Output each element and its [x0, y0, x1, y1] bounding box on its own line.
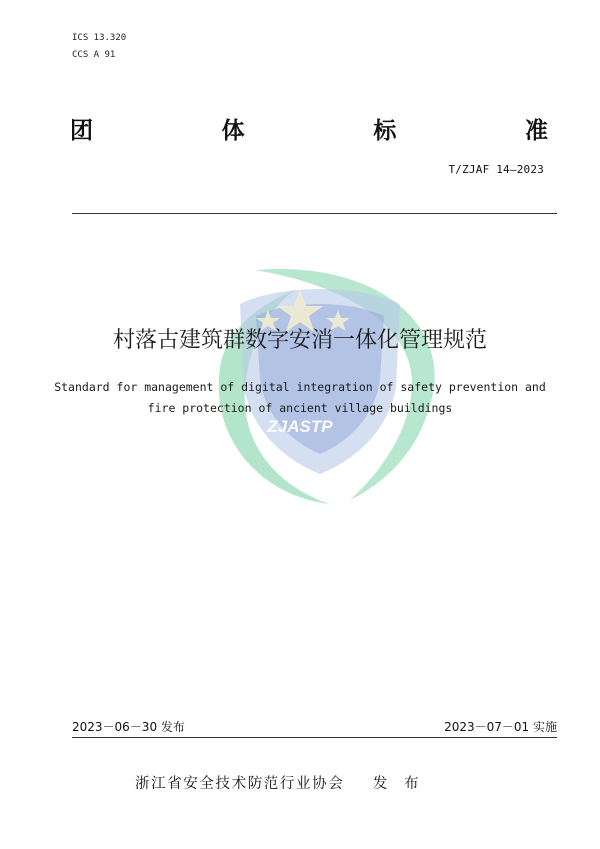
doc-type-char-3: 标 [373, 118, 397, 144]
standard-title-english [0, 377, 600, 419]
publisher-name: 浙江省安全技术防范行业协会 [135, 776, 345, 792]
classification-codes [72, 30, 126, 64]
publish-label: 发 布 [372, 776, 425, 792]
ccs-code: CCS A 91 [72, 50, 116, 60]
standard-number: T/ZJAF 14—2023 [448, 163, 544, 176]
ics-code: ICS 13.320 [72, 33, 127, 43]
release-date: 2023－06－30 发布 [72, 720, 185, 734]
publisher-line [135, 772, 425, 793]
implementation-date: 2023－07－01 实施 [444, 720, 557, 734]
doc-type-char-1: 团 [70, 118, 93, 144]
doc-type-char-2: 体 [221, 118, 245, 144]
logo-text: ZJASTP [267, 417, 333, 436]
standard-title-chinese: 村落古建筑群数字安消一体化管理规范 [112, 328, 487, 353]
document-type-heading [70, 116, 548, 146]
bottom-divider [72, 737, 557, 738]
english-title-line-1: Standard for management of digital integration of safety prevention and [54, 380, 546, 394]
top-divider [72, 213, 557, 214]
english-title-line-2: fire protection of ancient village buildings [147, 401, 453, 415]
doc-type-char-4: 准 [524, 118, 548, 144]
